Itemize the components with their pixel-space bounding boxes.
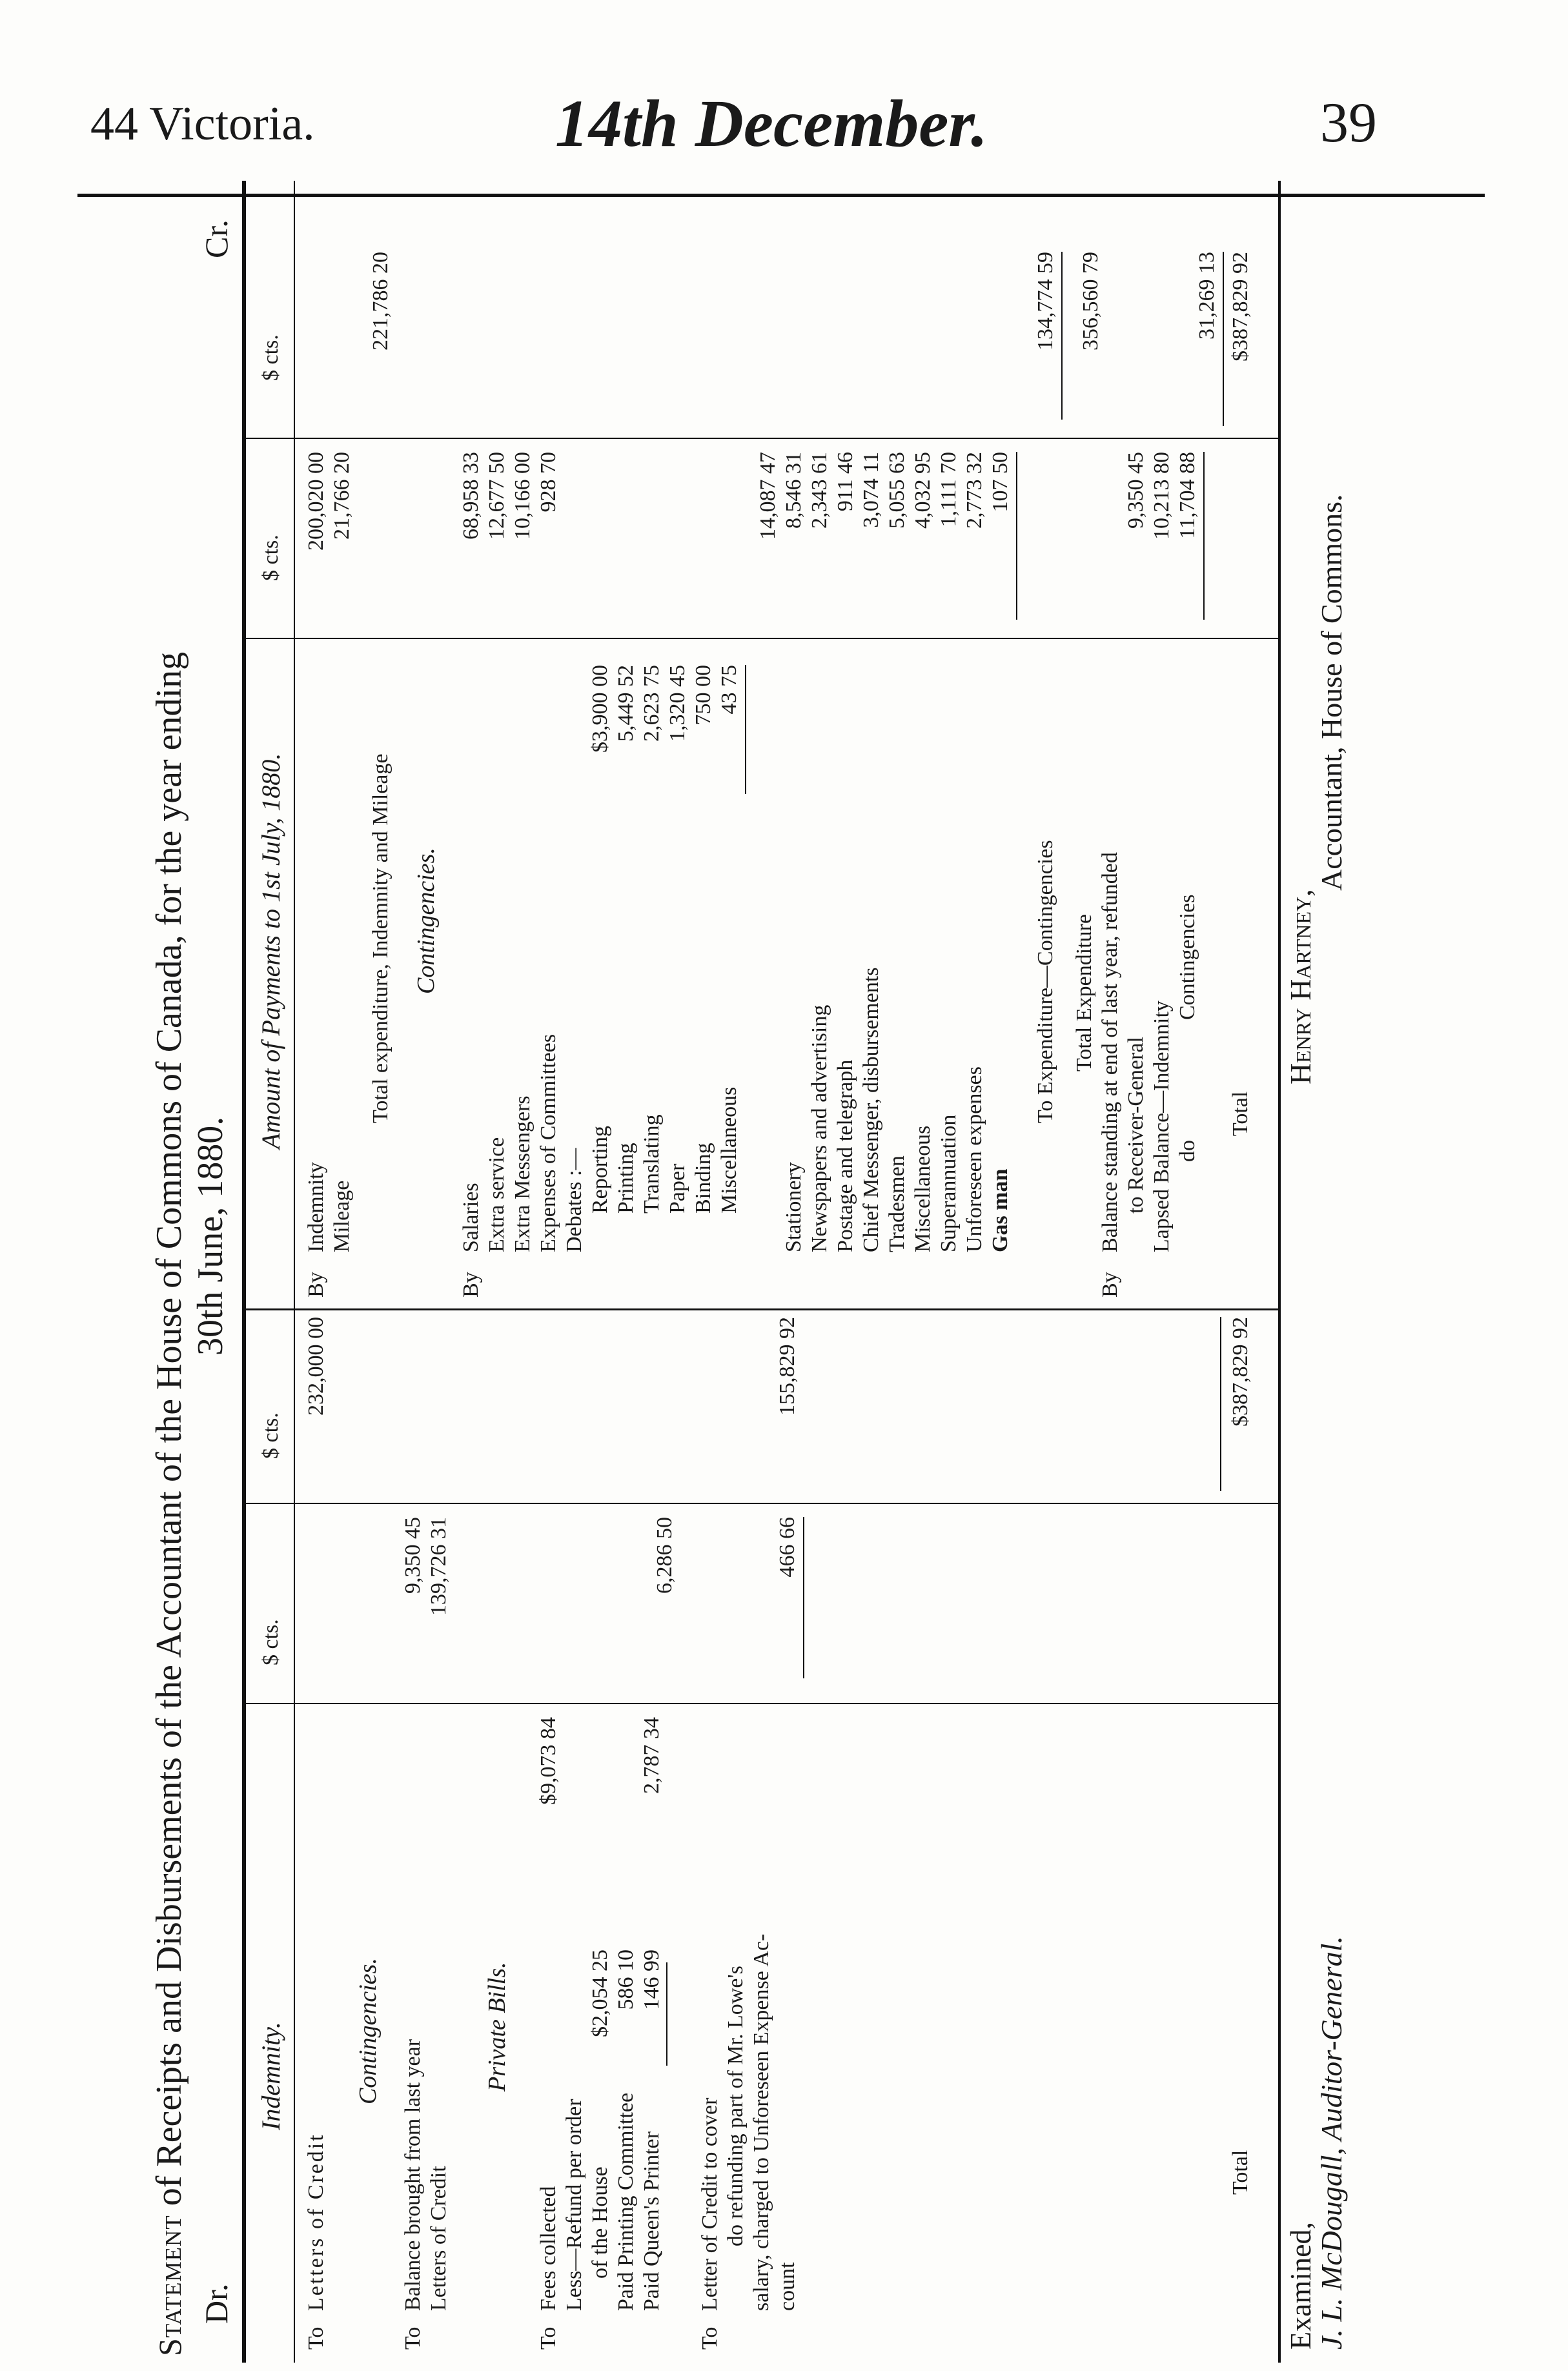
indemnity-heading: Indemnity. [256,2022,285,2130]
dr-cr-divider [242,1308,1278,1310]
table-top-rule [242,181,246,2363]
lapsed-indemnity-amt: 10,213 80 [1150,452,1174,540]
total-exp-rule [1061,252,1063,420]
unforeseen-amt: 2,773 32 [962,452,986,529]
cr-by-2: By [459,1272,483,1297]
dr-col-rule-b [242,1503,1278,1504]
running-head-left: 44 Victoria. [90,97,315,150]
stationery-label: Stationery [782,1162,806,1252]
total-exp-label: Total expenditure, Indemnity and Mileage [369,753,392,1123]
title-line2: 30th June, 1880. [190,1116,230,1356]
dr-total-label: Total [1228,2150,1252,2195]
gas-man-amt: 107 50 [988,452,1012,513]
gas-man-label: Gas man [988,1168,1012,1252]
postage-amt: 911 46 [833,452,857,512]
misc-debates-amt: 43 75 [717,665,741,715]
credit-marker: Cr. [198,219,234,258]
paper-amt: 1,320 45 [666,665,689,742]
extra-service-amt: 12,677 50 [485,452,509,540]
rotated-statement [136,181,1349,2363]
mileage-label: Mileage [330,1180,354,1252]
dr-grand-total-rule [1220,1317,1221,1491]
private-bills-net: 6,286 50 [653,1517,677,1594]
total-expenditure-label: Total Expenditure [1072,913,1096,1072]
stationery-amt: 8,546 31 [782,452,806,529]
balance-standing-amt: 9,350 45 [1124,452,1148,529]
title-lead: Statement [152,2215,188,2356]
newspapers-amt: 2,343 61 [808,452,831,529]
fees-collected-label: Fees collected [536,2186,560,2311]
lapsed-total: 31,269 13 [1195,252,1219,340]
table-bottom-rule [1278,181,1281,2363]
mileage-amt: 21,766 20 [330,452,354,540]
dr-col-head-2: $ cts. [259,1412,283,1459]
printing-amt: 5,449 52 [614,665,638,742]
debates-label: Debates :— [562,1148,586,1252]
salaries-label: Salaries [459,1183,483,1252]
dr-to-1: To [304,2326,328,2350]
indemnity-label: Indemnity [304,1162,328,1252]
dr-to-3: To [536,2326,560,2350]
superannuation-amt: 1,111 70 [937,452,961,527]
contingencies-total: 155,829 92 [775,1317,799,1416]
superannuation-label: Superannuation [937,1114,961,1252]
lapsed-do: do [1176,1140,1199,1162]
of-the-house-label: of the House [588,2166,612,2279]
binding-amt: 750 00 [691,665,715,726]
cr-col-head-1: $ cts. [259,534,283,581]
extra-service-label: Extra service [485,1137,509,1252]
lowe-amt: 466 66 [775,1517,799,1578]
letters-of-credit-2-label: Letters of Credit [427,2166,451,2311]
cr-contingencies-heading: Contingencies. [412,848,440,994]
extra-messengers-amt: 10,166 00 [511,452,535,540]
tradesmen-label: Tradesmen [885,1155,909,1252]
miscellaneous-amt: 4,032 95 [911,452,935,529]
cr-grand-total-rule [1223,252,1224,426]
balance-brought-amt: 9,350 45 [401,1517,425,1594]
total-exp-amt: 221,786 20 [369,252,392,351]
examined-label: Examined, [1284,2222,1317,2350]
less-subtotal: 2,787 34 [640,1717,664,1794]
newspapers-label: Newspapers and advertising [808,1004,831,1252]
contingencies-sum-rule [1016,452,1017,620]
dr-col-head-1: $ cts. [259,1619,283,1665]
misc-debates-label: Miscellaneous [717,1086,741,1214]
chief-messenger-label: Chief Messenger, disbursements [859,967,883,1252]
running-head-date: 14th December. [555,86,988,161]
to-receiver-label: to Receiver-General [1124,1037,1148,1214]
paid-printing-label: Paid Printing Committee [614,2092,638,2311]
accountant-title: Accountant, House of Commons. [1315,494,1348,891]
of-the-house-amt: $2,054 25 [588,1949,612,2037]
balance-standing-label: Balance standing at end of last year, refunded [1098,852,1122,1252]
miscellaneous-label: Miscellaneous [911,1125,935,1252]
to-exp-cont-label: To Expenditure—Contingencies [1033,840,1057,1123]
chief-messenger-amt: 3,074 11 [859,452,883,528]
dr-col-rule-a [242,1703,1278,1704]
postage-label: Postage and telegraph [833,1059,857,1252]
unforeseen-label: Unforeseen expenses [962,1066,986,1252]
contingencies-subtotal-rule [803,1517,804,1678]
debates-total: 14,087 47 [756,452,780,540]
auditor-signature: J. L. McDougall, Auditor-General. [1315,1936,1348,2350]
cr-by-1: By [304,1272,328,1297]
lapsed-indemnity-label: Lapsed Balance—Indemnity [1150,1001,1174,1252]
col-head-rule [294,181,295,2363]
binding-label: Binding [691,1143,715,1214]
cr-col-head-2: $ cts. [259,334,283,381]
cr-total-label: Total [1228,1091,1252,1136]
translating-amt: 2,623 75 [640,665,664,742]
lapsed-cont-label: Contingencies [1176,894,1199,1020]
page-number: 39 [1320,92,1377,154]
debates-rule [745,665,746,794]
dr-to-2: To [401,2326,425,2350]
paid-queens-label: Paid Queen's Printer [640,2131,664,2311]
fees-collected-amt: $9,073 84 [536,1717,560,1805]
cr-col-rule-a [242,638,1278,639]
salaries-amt: 68,958 33 [459,452,483,540]
lowe-refund-label: do refunding part of Mr. Lowe's [724,1966,748,2246]
paid-printing-amt: 586 10 [614,1949,638,2010]
cr-by-3: By [1098,1272,1122,1297]
cr-col-rule-b [242,438,1278,439]
count-label: count [775,2262,799,2311]
printing-label: Printing [614,1143,638,1214]
letters-of-credit-total: 232,000 00 [304,1317,328,1416]
title-line1: of Receipts and Disbursements of the Accountant of the House of Commons of Canada, for the year ending [149,651,189,2206]
less-refund-label: Less—Refund per order [562,2099,586,2311]
paper-label: Paper [666,1163,689,1214]
lapsed-rule [1203,452,1205,620]
dr-to-4: To [698,2326,722,2350]
extra-messengers-label: Extra Messengers [511,1095,535,1252]
refund-rule [666,1962,667,2066]
translating-label: Translating [640,1114,664,1214]
lapsed-cont-amt: 11,704 88 [1176,452,1199,539]
paid-queens-amt: 146 99 [640,1949,664,2010]
debit-marker: Dr. [198,2283,234,2324]
salary-charged-label: salary, charged to Unforeseen Expense Ac- [749,1933,773,2311]
expenses-committees-amt: 928 70 [536,452,560,513]
accountant-name: Henry Hartney, [1284,889,1317,1084]
expenses-committees-label: Expenses of Committees [536,1033,560,1252]
dr-grand-total: $387,829 92 [1228,1317,1252,1427]
balance-brought-label: Balance brought from last year [401,2039,425,2311]
private-bills-heading: Private Bills. [484,1962,511,2091]
reporting-amt: $3,900 00 [588,665,612,753]
indemnity-amt: 200,020 00 [304,452,328,551]
reporting-label: Reporting [588,1126,612,1214]
letter-credit-cover-label: Letter of Credit to cover [698,2097,722,2311]
letters-of-credit-2-amt: 139,726 31 [427,1517,451,1616]
cr-grand-total: $387,829 92 [1228,252,1252,361]
payments-heading: Amount of Payments to 1st July, 1880. [256,753,285,1149]
letters-of-credit-label: Letters of Credit [304,2133,328,2311]
to-exp-cont-amt: 134,774 59 [1033,252,1057,351]
tradesmen-amt: 5,055 63 [885,452,909,529]
total-expenditure-amt: 356,560 79 [1079,252,1103,351]
contingencies-heading: Contingencies. [354,1958,382,2104]
